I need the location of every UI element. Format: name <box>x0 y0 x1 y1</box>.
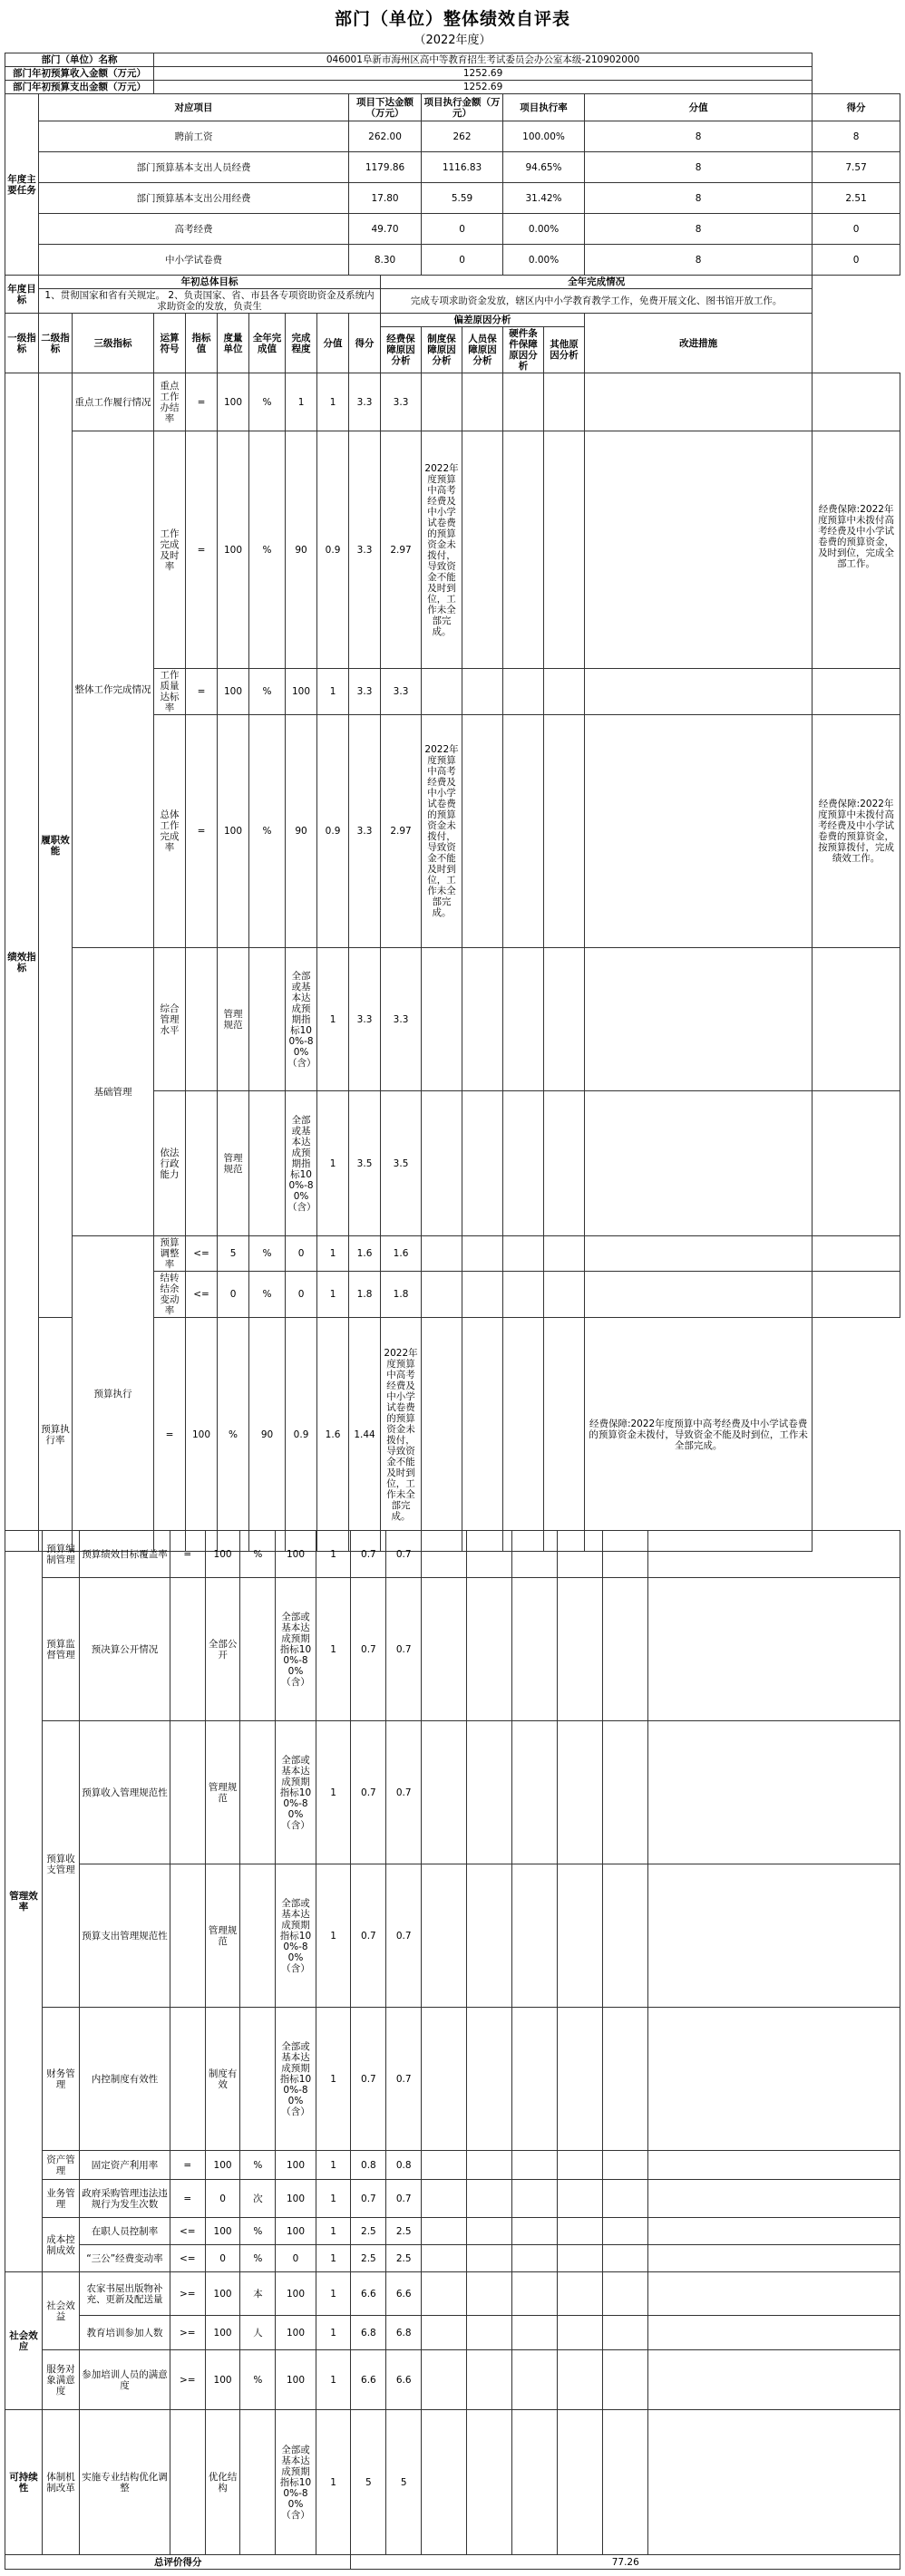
task-item: 中小学试卷费 <box>39 245 349 276</box>
ind-op: = <box>186 373 218 431</box>
ind-value: 100 <box>205 2350 240 2410</box>
col-l1: 一级指标 <box>5 314 39 373</box>
col-score-value: 分值 <box>317 314 349 373</box>
task-budget: 262.00 <box>349 121 422 152</box>
unit-label: 部门（单位）名称 <box>5 53 154 67</box>
col-d4: 硬件条件保障原因分析 <box>503 327 544 373</box>
ind-op: = <box>170 1531 205 1578</box>
ind-value: 管理规范 <box>218 1091 249 1236</box>
ind-degree: 1 <box>317 1272 349 1318</box>
ind-value: 100 <box>205 2316 240 2350</box>
l2-cost-ctrl: 成本控制成效 <box>43 2218 80 2272</box>
ind-score: 6.8 <box>386 2316 422 2350</box>
ind-score-value: 3.3 <box>349 373 381 431</box>
task-score-value: 8 <box>585 121 813 152</box>
ind-score-value: 0.7 <box>351 1578 386 1721</box>
ind-score: 6.6 <box>386 2350 422 2410</box>
ind-unit: % <box>249 1236 286 1272</box>
unit-value: 046001阜新市海州区高中等教育招生考试委员会办公室本级-210902000 <box>154 53 813 67</box>
task-score: 2.51 <box>813 183 900 214</box>
col-d2: 制度保障原因分析 <box>422 327 462 373</box>
indicator-row <box>5 2350 900 2410</box>
indicator-row <box>5 2151 900 2180</box>
ind-degree: 1 <box>316 2218 351 2245</box>
task-rate: 0.00% <box>503 214 585 245</box>
ind-op: = <box>186 431 218 669</box>
ind-value: 100 <box>218 373 249 431</box>
deviation-reason: 2022年度预算中高考经费及中小学试卷费的预算资金未拨付，导致资金不能及时到位，工作未全部完成。 <box>422 715 462 948</box>
ind-name: 预算绩效目标覆盖率 <box>80 1531 170 1578</box>
task-item: 高考经费 <box>39 214 349 245</box>
ind-op: >= <box>170 2272 205 2316</box>
ind-unit: 人 <box>240 2316 276 2350</box>
col-unit: 度量单位 <box>218 314 249 373</box>
ind-unit: % <box>240 2245 276 2272</box>
task-executed: 0 <box>422 214 503 245</box>
task-item: 部门预算基本支出公用经费 <box>39 183 349 214</box>
ind-degree: 1 <box>316 1864 351 2008</box>
ind-annual: 100 <box>276 2316 316 2350</box>
col-d3: 人员保障原因分析 <box>462 327 503 373</box>
l2-key: 重点工作履行情况 <box>73 373 154 431</box>
tasks-header-score-value: 分值 <box>585 94 813 121</box>
ind-value: 全部公开 <box>205 1578 240 1721</box>
improve-text: 经费保障:2022年度预算中未拨付高考经费及中小学试卷费的预算资金，按预算拨付，完成绩效工作。 <box>813 715 900 948</box>
task-score: 8 <box>813 121 900 152</box>
ind-op: <= <box>170 2218 205 2245</box>
goals-initial-text: 1、贯彻国家和省有关规定。 2、负责国家、省、市县各专项资助资金及系统内求助资金的发放，负责生 <box>39 289 381 314</box>
ind-score-value: 0.8 <box>351 2151 386 2180</box>
ind-name: 预决算公开情况 <box>80 1578 170 1721</box>
indicator-row <box>5 1531 900 1578</box>
ind-op: <= <box>186 1236 218 1272</box>
col-value: 指标值 <box>186 314 218 373</box>
indicator-row <box>5 2272 900 2316</box>
col-deviation: 偏差原因分析 <box>381 314 585 327</box>
ind-name: 预算收入管理规范性 <box>80 1721 170 1864</box>
task-item: 部门预算基本支出人员经费 <box>39 152 349 183</box>
ind-unit: % <box>249 1272 286 1318</box>
indicator-row <box>5 948 900 1091</box>
evaluation-table-lower <box>5 1530 900 2570</box>
ind-name: 总体工作完成率 <box>154 715 186 948</box>
task-row <box>5 121 900 152</box>
total-row <box>5 2555 900 2570</box>
l1-sustain: 可持续性 <box>5 2410 43 2555</box>
ind-degree: 1 <box>316 2316 351 2350</box>
ind-score: 3.3 <box>381 948 422 1091</box>
ind-score-value: 0.7 <box>351 1864 386 2008</box>
ind-value: 制度有效 <box>205 2008 240 2151</box>
ind-score-value: 3.3 <box>349 948 381 1091</box>
ind-annual: 100 <box>286 669 317 715</box>
ind-value: 100 <box>218 715 249 948</box>
ind-degree: 0.9 <box>317 431 349 669</box>
ind-annual: 0 <box>286 1272 317 1318</box>
ind-name: “三公”经费变动率 <box>80 2245 170 2272</box>
col-d5: 其他原因分析 <box>544 327 585 373</box>
indicator-row <box>5 2316 900 2350</box>
ind-annual: 100 <box>276 2151 316 2180</box>
task-score-value: 8 <box>585 214 813 245</box>
ind-score-value: 5 <box>351 2410 386 2555</box>
ind-score: 3.3 <box>381 373 422 431</box>
l2-finance: 财务管理 <box>43 2008 80 2151</box>
ind-value: 0 <box>218 1272 249 1318</box>
ind-score: 2.97 <box>381 431 422 669</box>
ind-degree: 1 <box>316 2245 351 2272</box>
ind-name: 参加培训人员的满意度 <box>80 2350 170 2410</box>
ind-annual: 90 <box>286 431 317 669</box>
ind-annual: 全部或基本达成预期指标100%-80%（含） <box>276 1578 316 1721</box>
task-row <box>5 214 900 245</box>
ind-annual: 100 <box>276 2180 316 2218</box>
ind-degree: 1 <box>316 1721 351 1864</box>
ind-annual: 全部或基本达成预期指标100%-80%（含） <box>286 948 317 1091</box>
task-budget: 17.80 <box>349 183 422 214</box>
ind-annual: 0 <box>286 1236 317 1272</box>
ind-unit: % <box>249 669 286 715</box>
l2-budget-income: 预算收支管理 <box>43 1721 80 2008</box>
ind-name: 固定资产利用率 <box>80 2151 170 2180</box>
ind-degree: 1 <box>316 2410 351 2555</box>
ind-value: 100 <box>205 2272 240 2316</box>
indicator-row <box>5 2180 900 2218</box>
indicator-row <box>5 431 900 669</box>
ind-name: 依法行政能力 <box>154 1091 186 1236</box>
goals-actual-header: 全年完成情况 <box>381 276 813 289</box>
ind-name: 结转结余变动率 <box>154 1272 186 1318</box>
ind-degree: 1 <box>316 1531 351 1578</box>
ind-op: = <box>186 715 218 948</box>
ind-unit: % <box>240 2350 276 2410</box>
ind-annual: 全部或基本达成预期指标100%-80%（含） <box>276 2008 316 2151</box>
task-budget: 49.70 <box>349 214 422 245</box>
ind-degree: 1 <box>317 669 349 715</box>
ind-value: 100 <box>218 669 249 715</box>
task-rate: 94.65% <box>503 152 585 183</box>
ind-name: 教育培训参加人数 <box>80 2316 170 2350</box>
ind-unit: % <box>249 373 286 431</box>
task-executed: 5.59 <box>422 183 503 214</box>
ind-score-value: 6.8 <box>351 2316 386 2350</box>
task-score: 7.57 <box>813 152 900 183</box>
l2-system: 体制机制改革 <box>43 2410 80 2555</box>
unit-row <box>5 53 900 67</box>
indicator-row <box>5 1721 900 1864</box>
ind-score-value: 1.6 <box>317 1318 349 1552</box>
indicator-row <box>5 1864 900 2008</box>
indicator-row <box>5 373 900 431</box>
task-score-value: 8 <box>585 152 813 183</box>
task-item: 聘前工资 <box>39 121 349 152</box>
col-d1: 经费保障原因分析 <box>381 327 422 373</box>
ind-op: >= <box>170 2316 205 2350</box>
ind-unit: 次 <box>240 2180 276 2218</box>
ind-name: 重点工作办结率 <box>154 373 186 431</box>
l1-fulfill: 履职效能 <box>39 373 73 1318</box>
ind-value: 5 <box>218 1236 249 1272</box>
ind-name: 在职人员控制率 <box>80 2218 170 2245</box>
ind-score-value: 0.7 <box>351 1721 386 1864</box>
l2-overall: 整体工作完成情况 <box>73 431 154 948</box>
ind-op: >= <box>170 2350 205 2410</box>
ind-name: 工作质量达标率 <box>154 669 186 715</box>
ind-annual: 100 <box>276 2350 316 2410</box>
ind-unit: 本 <box>240 2272 276 2316</box>
ind-annual: 全部或基本达成预期指标100%-80%（含） <box>276 1721 316 1864</box>
ind-degree: 1 <box>317 948 349 1091</box>
ind-score-value: 2.5 <box>351 2245 386 2272</box>
ind-degree: 1 <box>316 1578 351 1721</box>
ind-score: 0.7 <box>386 2180 422 2218</box>
ind-degree: 0.9 <box>317 715 349 948</box>
l2-basic: 基础管理 <box>73 948 154 1236</box>
ind-value: 0 <box>205 2245 240 2272</box>
ind-score: 2.97 <box>381 715 422 948</box>
ind-score-value: 3.3 <box>349 431 381 669</box>
income-value: 1252.69 <box>154 67 813 81</box>
ind-degree: 1 <box>317 1091 349 1236</box>
ind-score-value: 3.5 <box>349 1091 381 1236</box>
task-rate: 0.00% <box>503 245 585 276</box>
task-row <box>5 245 900 276</box>
ind-annual: 100 <box>276 2272 316 2316</box>
ind-score: 6.6 <box>386 2272 422 2316</box>
ind-degree: 1 <box>316 2008 351 2151</box>
ind-degree: 1 <box>316 2272 351 2316</box>
task-score: 0 <box>813 245 900 276</box>
ind-score-value: 3.3 <box>349 669 381 715</box>
l2-asset: 资产管理 <box>43 2151 80 2180</box>
ind-score: 2.5 <box>386 2245 422 2272</box>
tasks-side-label: 年度主要任务 <box>5 94 39 276</box>
ind-op: <= <box>170 2245 205 2272</box>
ind-name: 预算执行率 <box>39 1318 73 1552</box>
ind-unit: % <box>240 1531 276 1578</box>
task-executed: 262 <box>422 121 503 152</box>
ind-value: 100 <box>186 1318 218 1552</box>
task-executed: 0 <box>422 245 503 276</box>
ind-unit: % <box>240 2151 276 2180</box>
ind-degree: 1 <box>317 1236 349 1272</box>
ind-value: 0 <box>205 2180 240 2218</box>
ind-score: 0.7 <box>386 2008 422 2151</box>
ind-value: 100 <box>205 2151 240 2180</box>
tasks-header-budget: 项目下达金额（万元） <box>349 94 422 121</box>
indicator-row <box>5 2245 900 2272</box>
col-l2: 二级指标 <box>39 314 73 373</box>
l1-social: 社会效应 <box>5 2272 43 2410</box>
l1-mgmt-label: 管理效率 <box>5 1531 43 2272</box>
ind-score: 0.7 <box>386 1721 422 1864</box>
ind-degree: 0.9 <box>286 1318 317 1552</box>
ind-degree: 1 <box>317 373 349 431</box>
expense-value: 1252.69 <box>154 81 813 94</box>
indicator-row <box>5 2410 900 2555</box>
ind-name: 预算支出管理规范性 <box>80 1864 170 2008</box>
improve-text: 经费保障:2022年度预算中高考经费及中小学试卷费的预算资金未拨付，导致资金不能及时到位，工作未全部完成。 <box>585 1318 813 1552</box>
ind-annual: 全部或基本达成预期指标100%-80%（含） <box>276 2410 316 2555</box>
task-score-value: 8 <box>585 183 813 214</box>
ind-op: = <box>170 2151 205 2180</box>
ind-score: 3.3 <box>381 669 422 715</box>
ind-score: 0.7 <box>386 1578 422 1721</box>
ind-score: 0.8 <box>386 2151 422 2180</box>
ind-score: 1.6 <box>381 1236 422 1272</box>
ind-score-value: 0.7 <box>351 2180 386 2218</box>
ind-score: 0.7 <box>386 1864 422 2008</box>
task-budget: 1179.86 <box>349 152 422 183</box>
col-degree: 完成程度 <box>286 314 317 373</box>
ind-name: 综合管理水平 <box>154 948 186 1091</box>
ind-name: 政府采购管理违法违规行为发生次数 <box>80 2180 170 2218</box>
ind-degree: 1 <box>316 2350 351 2410</box>
ind-score-value: 6.6 <box>351 2350 386 2410</box>
expense-label: 部门年初预算支出金额（万元） <box>5 81 154 94</box>
ind-value: 管理规范 <box>205 1721 240 1864</box>
ind-name: 内控制度有效性 <box>80 2008 170 2151</box>
ind-annual: 100 <box>276 2218 316 2245</box>
ind-annual: 0 <box>276 2245 316 2272</box>
ind-score: 3.5 <box>381 1091 422 1236</box>
goals-side-label: 年度目标 <box>5 276 39 314</box>
tasks-header-score: 得分 <box>813 94 900 121</box>
l2-business: 业务管理 <box>43 2180 80 2218</box>
ind-unit: % <box>218 1318 249 1552</box>
ind-annual: 1 <box>286 373 317 431</box>
ind-degree: 1 <box>316 2151 351 2180</box>
tasks-header-row <box>5 94 900 121</box>
l1-performance: 绩效指标 <box>5 373 39 1552</box>
goals-text-row <box>5 289 900 314</box>
ind-value: 100 <box>205 2218 240 2245</box>
ind-annual: 90 <box>286 715 317 948</box>
l2-budget-prep: 预算编制管理 <box>43 1531 80 1578</box>
total-value: 77.26 <box>351 2555 900 2570</box>
task-score-value: 8 <box>585 245 813 276</box>
col-op: 运算符号 <box>154 314 186 373</box>
ind-unit: % <box>240 2218 276 2245</box>
goals-initial-header: 年初总体目标 <box>39 276 381 289</box>
ind-annual: 100 <box>276 1531 316 1578</box>
ind-score-value: 6.6 <box>351 2272 386 2316</box>
ind-op: = <box>170 2180 205 2218</box>
ind-score-value: 1.8 <box>349 1272 381 1318</box>
ind-name: 预算调整率 <box>154 1236 186 1272</box>
indicator-row <box>5 2218 900 2245</box>
ind-score-value: 3.3 <box>349 715 381 948</box>
task-row <box>5 152 900 183</box>
task-executed: 1116.83 <box>422 152 503 183</box>
col-annual: 全年完成值 <box>249 314 286 373</box>
ind-unit: % <box>249 431 286 669</box>
indicator-header-row <box>5 314 900 327</box>
ind-score: 1.8 <box>381 1272 422 1318</box>
goals-header-row <box>5 276 900 289</box>
ind-value: 100 <box>218 431 249 669</box>
ind-annual: 90 <box>249 1318 286 1552</box>
ind-score: 0.7 <box>386 1531 422 1578</box>
improve-text: 经费保障:2022年度预算中未拨付高考经费及中小学试卷费的预算资金，及时到位，完成全部工作。 <box>813 431 900 669</box>
l2-social-eff: 社会效益 <box>43 2272 80 2350</box>
expense-row <box>5 81 900 94</box>
ind-score: 1.44 <box>349 1318 381 1552</box>
ind-name: 工作完成及时率 <box>154 431 186 669</box>
indicator-row <box>5 1578 900 1721</box>
task-row <box>5 183 900 214</box>
task-budget: 8.30 <box>349 245 422 276</box>
ind-score-value: 2.5 <box>351 2218 386 2245</box>
task-rate: 100.00% <box>503 121 585 152</box>
col-l3: 三级指标 <box>73 314 154 373</box>
l2-budget-exec: 预算执行 <box>73 1236 154 1552</box>
ind-name: 农家书屋出版物补充、更新及配送量 <box>80 2272 170 2316</box>
total-label: 总评价得分 <box>5 2555 351 2570</box>
col-improve: 改进措施 <box>585 314 813 373</box>
indicator-row <box>5 2008 900 2151</box>
ind-annual: 全部或基本达成预期指标100%-80%（含） <box>276 1864 316 2008</box>
ind-op: = <box>186 669 218 715</box>
indicator-row <box>5 1236 900 1272</box>
ind-degree: 1 <box>316 2180 351 2218</box>
evaluation-table <box>5 53 900 1552</box>
ind-op: <= <box>186 1272 218 1318</box>
ind-score-value: 1.6 <box>349 1236 381 1272</box>
ind-value: 100 <box>205 1531 240 1578</box>
col-score: 得分 <box>349 314 381 373</box>
page-title: 部门（单位）整体绩效自评表 <box>334 9 570 29</box>
income-row <box>5 67 900 81</box>
ind-unit: % <box>249 715 286 948</box>
ind-value: 优化结构 <box>205 2410 240 2555</box>
ind-value: 管理规范 <box>218 948 249 1091</box>
income-label: 部门年初预算收入金额（万元） <box>5 67 154 81</box>
ind-op: = <box>154 1318 186 1552</box>
deviation-reason: 2022年度预算中高考经费及中小学试卷费的预算资金未拨付，导致资金不能及时到位，工作未全部完成。 <box>381 1318 422 1552</box>
ind-annual: 全部或基本达成预期指标100%-80%（含） <box>286 1091 317 1236</box>
l2-budget-super: 预算监督管理 <box>43 1578 80 1721</box>
ind-name: 实施专业结构优化调整 <box>80 2410 170 2555</box>
tasks-header-executed: 项目执行金额（万元） <box>422 94 503 121</box>
ind-score-value: 0.7 <box>351 1531 386 1578</box>
tasks-header-rate: 项目执行率 <box>503 94 585 121</box>
tasks-header-item: 对应项目 <box>39 94 349 121</box>
task-rate: 31.42% <box>503 183 585 214</box>
task-score: 0 <box>813 214 900 245</box>
page-subtitle: （2022年度） <box>414 34 491 47</box>
ind-score: 5 <box>386 2410 422 2555</box>
ind-score: 2.5 <box>386 2218 422 2245</box>
ind-score-value: 0.7 <box>351 2008 386 2151</box>
ind-value: 管理规范 <box>205 1864 240 2008</box>
goals-actual-text: 完成专项求助资金发放，辖区内中小学教育教学工作，免费开展文化、图书馆开放工作。 <box>381 289 813 314</box>
deviation-reason: 2022年度预算中高考经费及中小学试卷费的预算资金未拨付，导致资金不能及时到位，工作未全部完成。 <box>422 431 462 669</box>
l2-satisfaction: 服务对象满意度 <box>43 2350 80 2410</box>
